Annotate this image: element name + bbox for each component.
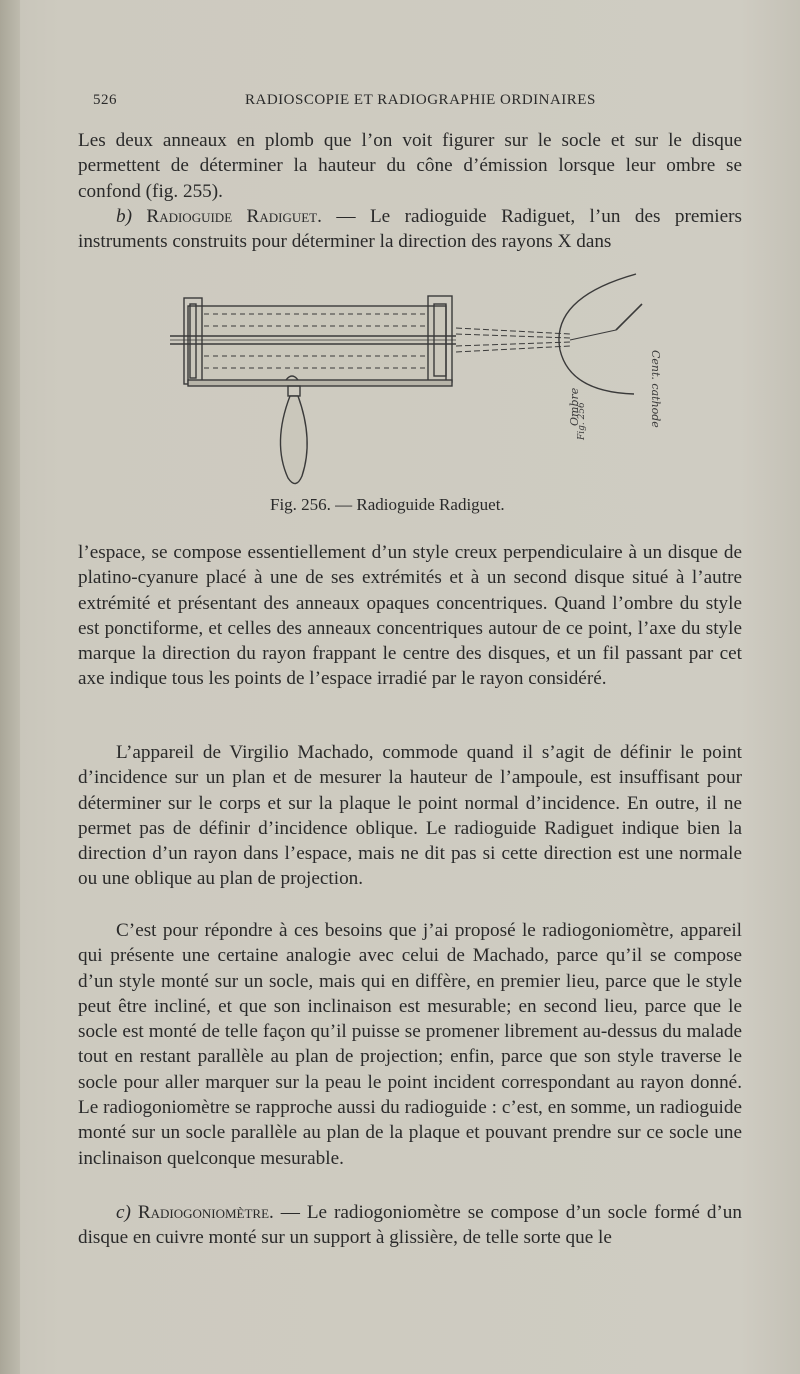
annotation-cathode: Cent. cathode xyxy=(649,350,662,428)
header-title: RADIOSCOPIE ET RADIOGRAPHIE ORDINAIRES xyxy=(245,92,596,108)
page-number: 526 xyxy=(93,92,117,108)
paragraph-4: L’appareil de Virgilio Machado, commode quand il s’agit de définir le point d’incidence sur un plan et de mesurer la hauteur de l’ampoule, est insuffisant pour déterminer sur le corps et sur la plaque le point normal d’incidence. En outre, il ne permet pas de définir d’incidence oblique. Le radioguide Radiguet indique bien la direction d’un rayon dans l’espace, mais ne dit pas si cette direction est une normale ou une oblique au plan de projection. xyxy=(78,742,742,890)
annotation-ombre: Ombre xyxy=(568,387,581,426)
annotation-figure: Fig. 256 xyxy=(577,402,587,440)
figure-caption: Fig. 256. — Radioguide Radiguet. xyxy=(270,495,505,514)
paragraph-5: C’est pour répondre à ces besoins que j’ai proposé le radiogoniomètre, appareil qui présente une certaine analogie avec celui de Machado, parce qu’il se compose d’un style monté sur un socle, mais qui en diffère, en premier lieu, parce que le style peut être incliné, et que son inclinaison est mesurable; en second lieu, parce que le socle est monté de telle façon qu’il puisse se promener librement au-dessus du malade tout en restant parallèle au plan de projection; enfin, parce que son style traverse le socle pour aller marquer sur la peau le point incident correspondant au rayon donné. Le radiogoniomètre se rapproche aussi du radioguide : c’est, en somme, un radioguide monté sur un socle parallèle au plan de la plaque et pouvant prendre sur ce socle une inclinaison quelconque mesurable. xyxy=(78,920,742,1169)
figure-radioguide xyxy=(160,268,680,496)
paragraph-6-text: — Le radiogoniomètre se compose d’un socle formé d’un disque en cuivre monté sur un support à glissière, de telle sorte que le xyxy=(78,1202,742,1249)
section-label-c: c) xyxy=(116,1202,138,1223)
radioguide-illustration xyxy=(160,268,680,496)
paragraph-3: l’espace, se compose essentiellement d’un style creux perpendiculaire à un disque de platino-cyanure placé à une de ses extrémités et à un second disque situé à l’autre extrémité et présentant des anneaux opaques concentriques. Quand l’ombre du style est ponctiforme, et celles des anneaux concentriques autour de ce point, l’axe du style marque la direction du rayon frappant le centre des disques, et un fil passant par cet axe indique tous les points de l’espace irradié par le rayon considéré. xyxy=(78,542,742,690)
paragraph-2 xyxy=(78,204,742,255)
paragraph-1: Les deux anneaux en plomb que l’on voit figurer sur le socle et sur le disque permettent de déterminer la hauteur du cône d’émission lorsque leur ombre se confond (fig. 255). xyxy=(78,130,742,202)
section-title-radiogoniometre: Radiogoniomètre. xyxy=(137,1202,274,1223)
page-gutter xyxy=(0,0,20,1374)
paragraph-2-text: — Le radioguide Radiguet, l’un des premiers instruments construits pour déterminer la direction des rayons X dans xyxy=(78,206,742,253)
paragraph-6 xyxy=(78,1200,742,1251)
running-head xyxy=(93,88,733,114)
section-title-radioguide: Radioguide Radiguet. xyxy=(146,206,322,227)
section-label-b: b) xyxy=(116,206,147,227)
